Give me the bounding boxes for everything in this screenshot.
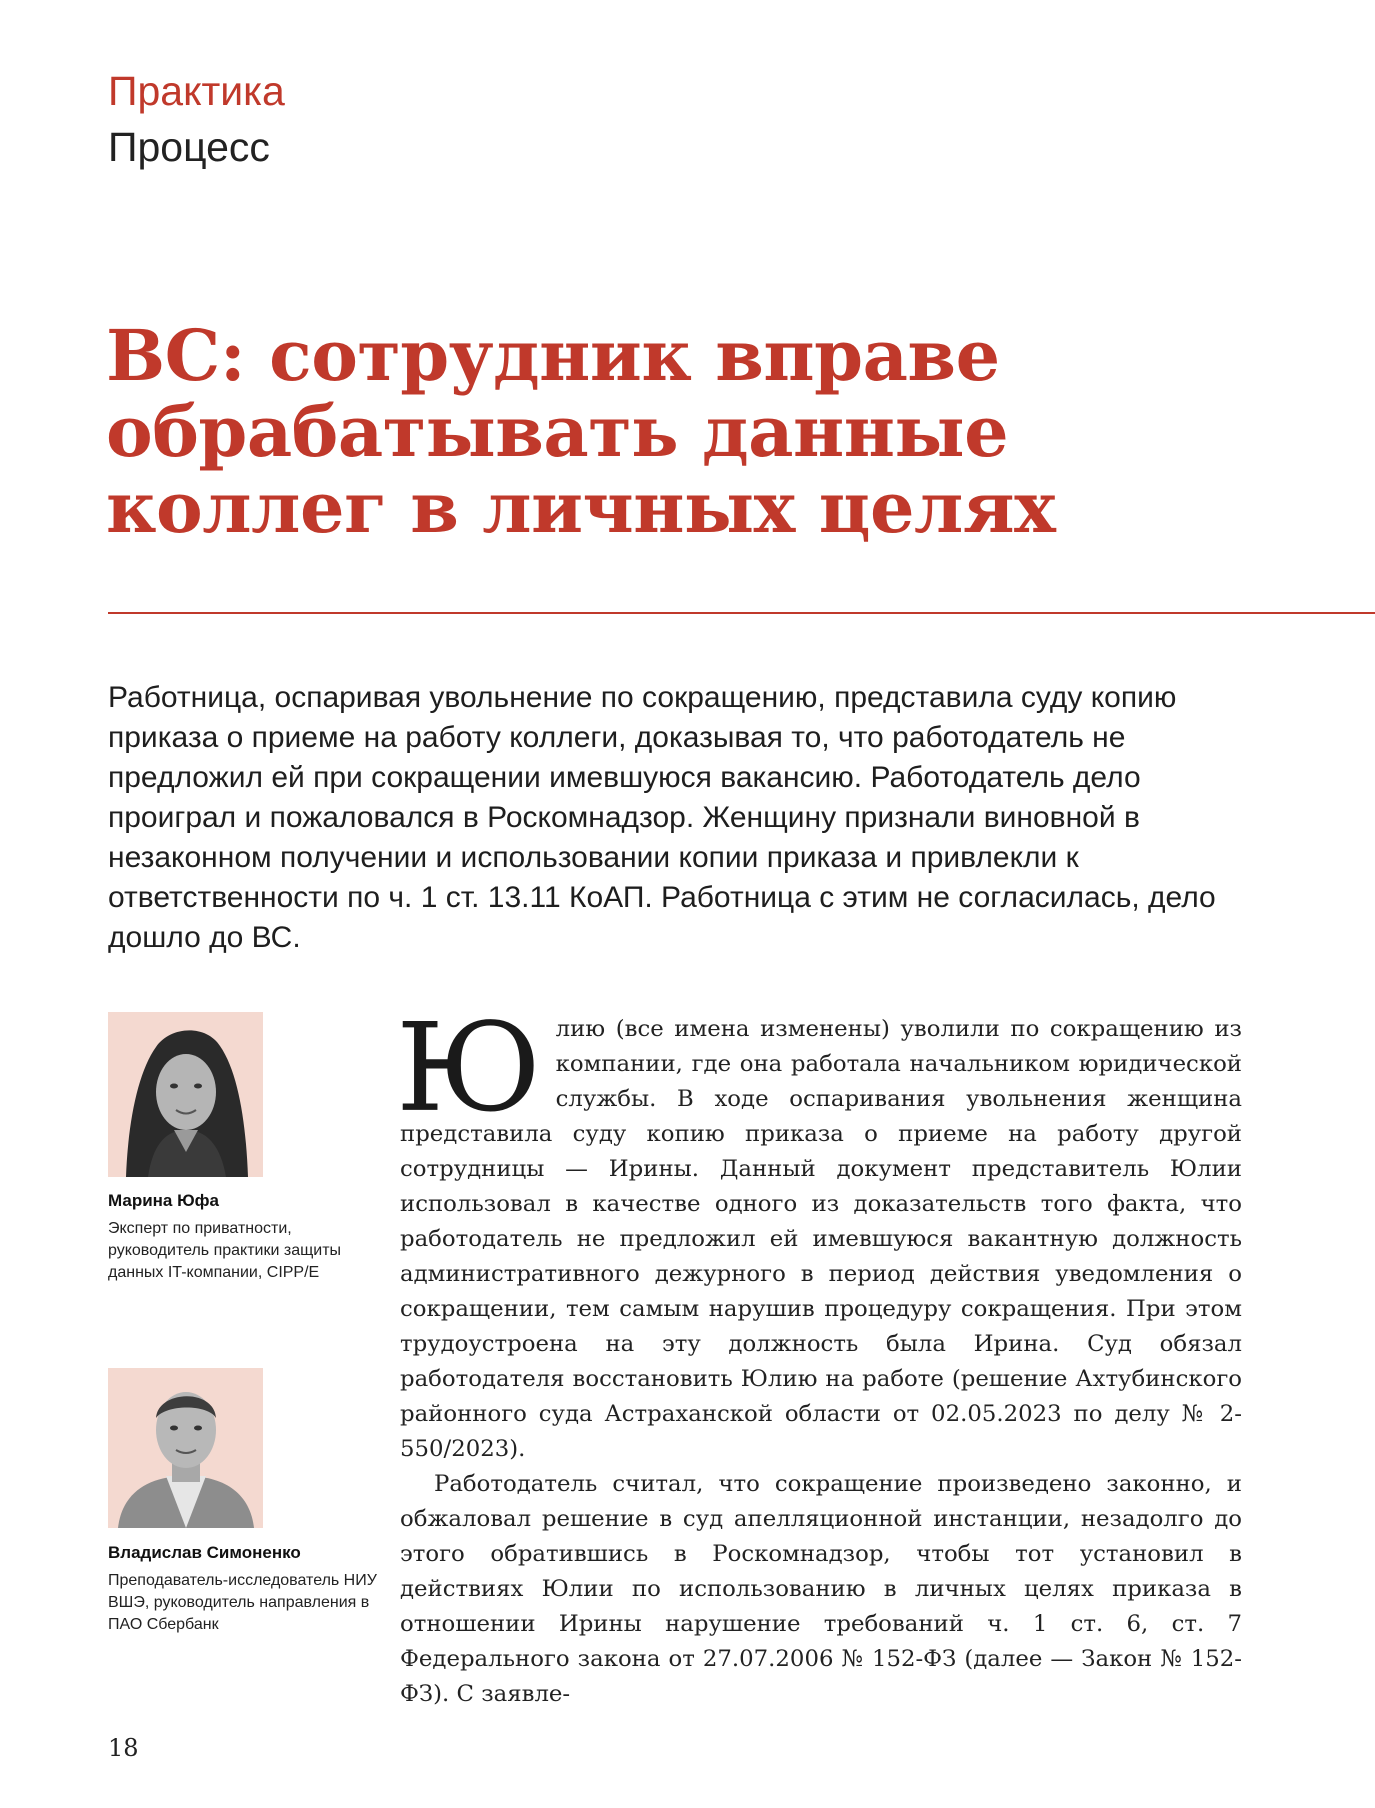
article-body xyxy=(396,997,1242,1712)
drop-cap: Ю xyxy=(396,997,542,1139)
expert-role: Преподаватель-исследователь НИУ ВШЭ, руководитель направления в ПАО Сбербанк xyxy=(108,1572,377,1633)
expert-name: Марина Юфа xyxy=(108,1191,219,1210)
subsection-label: Процесс xyxy=(108,124,270,170)
expert-photo-vladislav xyxy=(108,1368,263,1528)
body-paragraph: лию (все имена изменены) уволили по сокращению из компании, где она работала начальником юридической службы. В ходе оспаривания увольнения женщина представила суду копию приказа о приеме на работу другой сотрудницы — Ирины. Данный документ представитель Юлии использовал в качестве одного из доказательств того факта, что работодатель не предложил ей имевшуюся вакантную должность административного дежурного в период действия уведомления о сокращении, тем самым нарушив процедуру сокращения. При этом трудоустроена на эту должность была Ирина. Суд обязал работодателя восстановить Юлию на работе (решение Ахтубинского районного суда Астраханской области от 02.05.2023 по делу № 2-550/2023). xyxy=(400,1016,1242,1462)
expert-photo-marina xyxy=(108,1012,263,1177)
man-portrait-icon xyxy=(108,1368,263,1528)
expert-name: Владислав Симоненко xyxy=(108,1543,301,1562)
expert-role: Эксперт по приватности, руководитель практики защиты данных IT-компании, CIPP/E xyxy=(108,1220,342,1281)
title-divider xyxy=(108,612,1375,614)
page-number: 18 xyxy=(108,1734,139,1762)
section-label: Практика xyxy=(108,68,285,114)
article-title: ВС: сотрудник вправе обрабатывать данные коллег в личных целях xyxy=(106,314,1056,549)
article-lead: Работница, оспаривая увольнение по сокращению, представила суду копию приказа о приеме на работу коллеги, доказывая то, что работодатель не предложил ей при сокращении имевшуюся вакансию. Работодатель дело проиграл и пожаловался в Роскомнадзор. Женщину признали виновной в незаконном получении и использовании копии приказа и привлекли к ответственности по ч. 1 ст. 13.11 КоАП. Работница с этим не согласилась, дело дошло до ВС. xyxy=(108,681,1216,954)
woman-portrait-icon xyxy=(108,1012,263,1177)
body-paragraph: Работодатель считал, что сокращение произведено законно, и обжаловал решение в суд апелляционной инстанции, незадолго до этого обратившись в Роскомнадзор, чтобы тот установил в действиях Юлии по использованию в личных целях приказа в отношении Ирины нарушение требований ч. 1 ст. 6, ст. 7 Федерального закона от 27.07.2006 № 152-ФЗ (далее — Закон № 152-ФЗ). С заявле- xyxy=(400,1471,1242,1707)
